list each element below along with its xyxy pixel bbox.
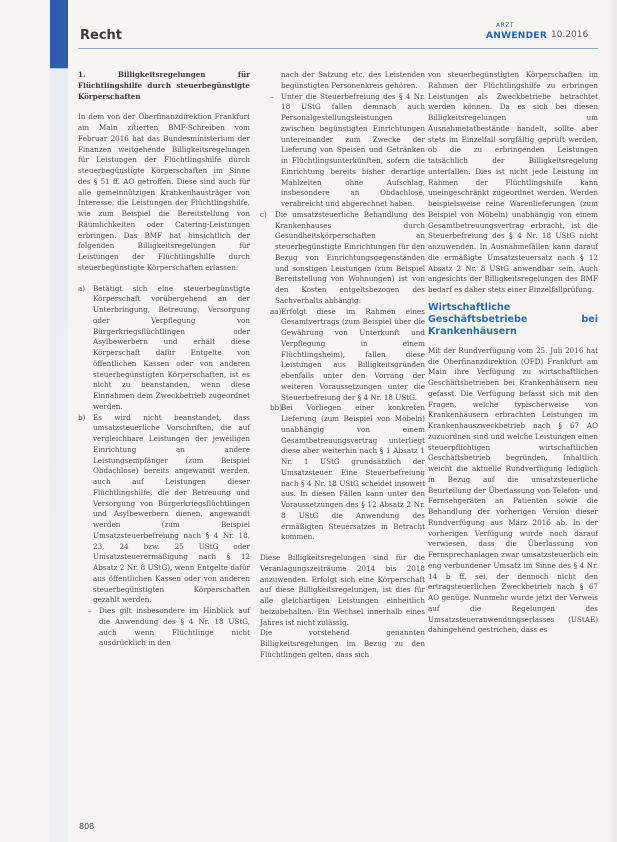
list-marker: – <box>270 91 274 101</box>
sub-list-item <box>78 606 250 649</box>
header-rule <box>78 48 598 49</box>
list-text: Bei Vorliegen einer konkreten Lieferung (zum Beispiel von Möbeln) unabhängig von einem Gesamtbetreuungsvertrag unterliegt diese aber weiterhin nach § 1 Absatz 1 Nr. 1 UStG grundsätzlich der Umsatzsteuer. Eine Steuerbefreiung nach § 4 Nr. 18 UStG scheidet insoweit aus. In diesen Fällen kann unter den Voraussetzungen des § 12 Absatz 2 Nr. 8 UStG die Anwendung des ermäßigten Steuersatzes in Betracht kommen. <box>281 403 425 542</box>
list-item <box>78 284 250 413</box>
sub-list-item <box>260 92 425 210</box>
text-column-1 <box>78 70 250 649</box>
list-marker: c) <box>260 209 267 219</box>
list-marker: b) <box>78 412 86 422</box>
sidebar-accent-top <box>50 0 68 68</box>
section-heading: Wirtschaftliche Geschäftsbetriebe bei Krankenhäusern <box>428 301 598 337</box>
list-marker: bb) <box>270 403 283 413</box>
text-column-2 <box>260 70 425 661</box>
paragraph: Diese Billigkeitsregelungen sind für die Veranlagungszeiträume 2014 bis 2018 anzuwenden. Erfolgt sich eine Körperschaft auf diese Billigkeitsregelungen, ist dies für alle gleichartigen Leistungen einheitlich beizubehalten. Ein Wechsel innerhalb eines Jahres ist nicht zulässig. <box>260 553 425 627</box>
text-column-3 <box>428 70 598 636</box>
sidebar-accent-bar <box>50 0 68 842</box>
list-marker: a) <box>78 283 86 293</box>
sub-list-continuation <box>260 70 425 92</box>
paragraph: Mit der Rundverfügung vom 25. Juli 2016 hat die Oberfinanzdirektion (OFD) Frankfurt am Main ihre Verfügung zu wirtschaftlichen Geschäftsbetrieben bei Krankenhäusern neu gefasst. Die Verfügung befasst sich mit den Fragen, welche typischerweise von Krankenhäusern erbrachten Leistungen im Krankenhauszweckbetrieb nach § 67 AO zuzuordnen sind und welche Leistungen einen steuerpflichtigen wirtschaftlichen Geschäftsbetrieb begründen. Inhaltlich weicht die aktuelle Rundverfügung lediglich in Bezug auf die umsatzsteuerliche Beurteilung der Überlassung von Telefon- und Fernsehgeräten an Patienten sowie die Behandlung der vorherigen Version dieser Rundverfügung aus März 2016 ab. In der vorherigen Verfügung wurde noch darauf verwiesen, dass die Überlassung von Fernsprechanlagen zwar umsatzsteuerlich ein eng verbundener Umsatz im Sinne des § 4 Nr. 14 b ff. sei, der dennoch nicht den ertragsteuerlichen Zweckbetrieb nach § 67 AO genüge. Nunmehr wurde jetzt der Verweis auf die Regelungen des Umsatzsteueranwendungserlasses (UStAE) dahingehend gestrichen, dass es <box>428 345 598 635</box>
paragraph: Die vorstehend genannten Billigkeitsregelungen im Bezug zu den Flüchtlingen gelten, dass sich <box>260 628 425 659</box>
list-text: nach der Satzung etc. des Leistenden begünstigten Personenkreis gehören. <box>281 70 425 90</box>
sub-list-item <box>260 403 425 543</box>
issue-number: 10.2016 <box>551 30 589 40</box>
page-fold-shadow <box>609 0 617 842</box>
section-label: Recht <box>80 28 123 43</box>
paragraph: In dem von der Oberfinanzdirektion Frankfurt am Main zitierten BMF-Schreiben vom Februar 2016 hat das Bundesministerium der Finanzen weitgehende Billigkeitsregelungen für Leistungen der Flüchtlingshilfe durch steuerbegünstigte Körperschaften im Sinne des § 51 ff. AO getroffen. Diese sind auch für alle gemeinnützigen Krankenhausträger von Interesse, die Leistungen der Flüchtlingshilfe, wie zum Beispiel die Bereitstellung von Räumlichkeiten oder Catering-Leistungen erbringen. Das BMF hat hinsichtlich der folgenden Billigkeitsregelungen für Leistungen der Flüchtlingshilfe durch steuerbegünstigte Körperschaften erlassen: <box>78 112 250 272</box>
list-marker: – <box>88 606 92 615</box>
list-item <box>78 413 250 607</box>
logo-main-text: ANWENDER <box>486 31 548 41</box>
list-text: Die umsatzsteuerliche Behandlung des Krankenhauses durch Gesundheitskörperschaften an steuerbegünstigte Einrichtungen für den Bezug von Einrichtungsgegenständen und sonstigen Leistungen (zum Beispiel Bereitstellung von Wohnungen) ist von den Kosten entgeltsbezogen des Sachverhalts abhängig: <box>275 209 425 305</box>
list-text: Es wird nicht beanstandet, dass umsatzsteuerliche Vorschriften, die auf vergleichbare Leistungen der jeweiligen Einrichtung an andere Leistungsempfänger (zum Beispiel Obdachlose) bereits angewandt werden, auch auf Leistungen dieser Flüchtlingshilfe, die der Betreuung und Versorgung von Bürgerkriegsflüchtlingen und Asylbewerbern dienen, angewandt werden (zum Beispiel Umsatzsteuerbefreiung nach § 4 Nr. 18, 23, 24 bzw. 25 UStG oder Umsatzsteuerermäßigung nach § 12 Absatz 2 Nr. 8 UStG), wenn Entgelte dafür aus öffentlichen Kassen oder von anderen steuerbegünstigten Körperschaften gezahlt werden. <box>93 412 250 605</box>
page-number: 808 <box>79 822 95 831</box>
sub-list-item <box>260 307 425 404</box>
list-text: Erfolgt diese im Rahmen eines Gesamtvertrags (zum Beispiel über die Gewährung von Unterkunft und Verpflegung in einem Flüchtlingsheim), fallen diese Leistungen aus Billigkeitsgründen ebenfalls unter den Vorrang der weiteren Voraussetzungen unter die Steuerbefreiung der § 4 Nr. 18 UStG. <box>281 306 425 402</box>
list-text: Dies gilt insbesondere im Hinblick auf die Anwendung des § 4 Nr. 18 UStG, auch wenn Flüchtlinge nicht ausdrücklich in den <box>99 606 250 648</box>
journal-logo <box>486 22 546 44</box>
logo-small-text: ARZT <box>496 22 515 29</box>
list-item <box>260 210 425 307</box>
paragraph: von steuerbegünstigten Körperschaften im Rahmen der Flüchtlingshilfe zu erbringen Leistungen als Zweckbetriebe betrachtet werden können. Da es sich bei diesen Billigkeitsregelungen um Ausnahmetatbestände handelt, sollte aber stets im Einzelfall sorgfältig geprüft werden, ob die zu erbringenden Leistungen tatsächlich der Billigkeitsregelung unterfallen. Dies ist nicht jede Leistung im Rahmen der Flüchtlingshilfe kann uneingeschränkt zugeordnet werden. Werden beispielsweise reine Warenlieferungen (zum Beispiel von Möbeln) unabhängig von einem Gesamtbetreuungsvertrag erbracht, ist die Steuerbefreiung des § 4 Nr. 18 UStG nicht anzuwenden. In Ausnahmefällen kann darauf die ermäßigte Umsatzsteuersatz nach § 12 Absatz 2 Nr. 8 UStG anwendbar sein. Auch angesichts der Billigkeitsregelungen des BMF bedarf es daher stets einer Einzelfallprüfung. <box>428 70 598 294</box>
list-text: Unter die Steuerbefreiung des § 4 Nr. 18 UStG fallen demnach auch Personalgestellungsleistungen zwischen begünstigten Einrichtungen untereinander zum Zwecke der Lieferung von Speisen und Getränken in Flüchtlingsunterkünften, sofern die Einrichtung bereits bisher derartige Mahlzeiten ohne Aufschlag, insbesondere an Obdachlose, verabreicht und abgerechnet haben. <box>281 91 425 208</box>
list-marker: aa) <box>270 306 282 316</box>
article-subheading: 1. Billigkeitsregelungen für Flüchtlingshilfe durch steuerbegünstigte Körperschaften <box>78 70 250 101</box>
list-text: Betätigt sich eine steuerbegünstigte Körperschaft vorübergehend an der Unterbringung, Betreuung, Versorgung oder Verpflegung von Bürgerkriegsflüchtlingen oder Asylbewerbern und erhält diese Körperschaft dafür Entgelte von öffentlichen Kassen oder von anderen steuerbegünstigten Körperschaften, ist es nicht zu beanstanden, wenn diese Einnahmen dem Zweckbetrieb zugeordnet werden. <box>93 283 250 411</box>
